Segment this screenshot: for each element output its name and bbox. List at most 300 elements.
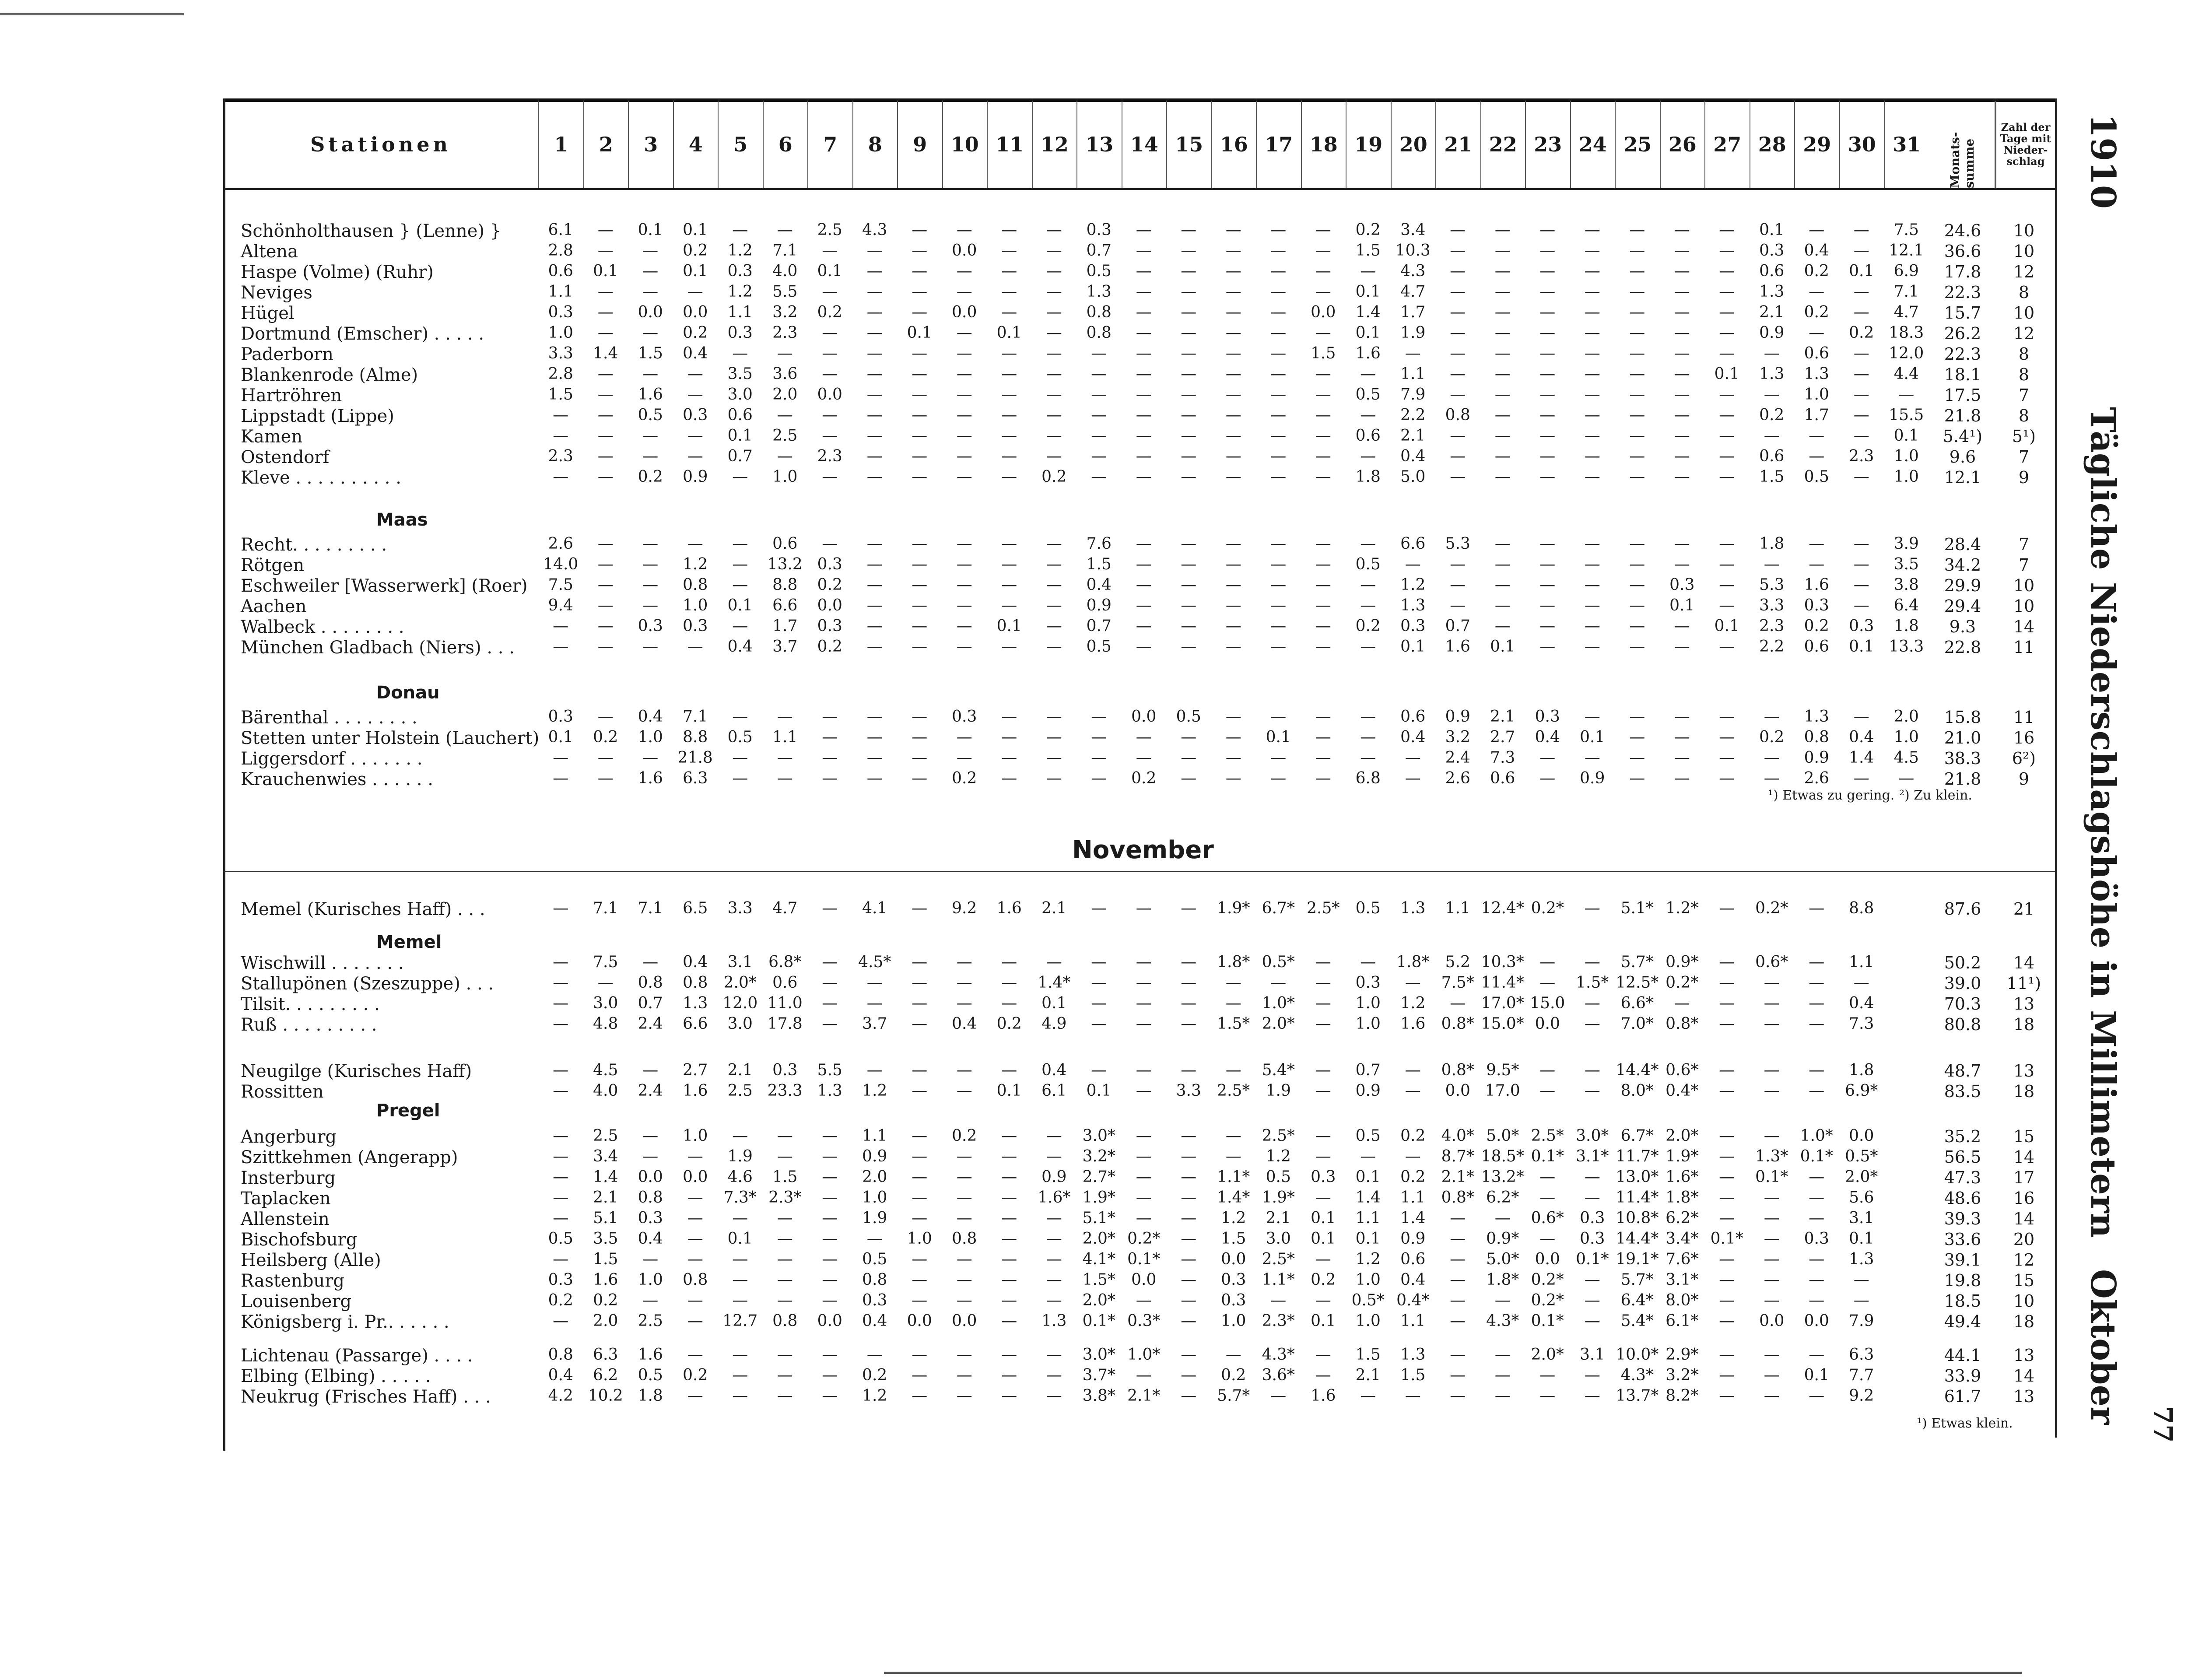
day-value: 1.1* bbox=[1262, 1271, 1295, 1289]
day-value: — bbox=[956, 1209, 972, 1227]
table-row bbox=[223, 468, 2055, 487]
day-value: — bbox=[777, 1230, 793, 1248]
day-value: 1.3 bbox=[1400, 1346, 1426, 1364]
day-value: — bbox=[1136, 617, 1152, 635]
day-value: — bbox=[1809, 1387, 1825, 1405]
day-value: — bbox=[777, 749, 793, 767]
day-value: 6.1 bbox=[548, 221, 573, 239]
day-value: 7.0* bbox=[1620, 1015, 1654, 1033]
day-value: — bbox=[1584, 1387, 1600, 1405]
day-value: 1.0 bbox=[772, 468, 798, 486]
niederschlag-tage: 21 bbox=[2013, 899, 2035, 919]
station-name: Bischofsburg bbox=[241, 1230, 358, 1250]
day-value: 0.8 bbox=[1086, 303, 1112, 321]
day-value: — bbox=[1360, 1387, 1376, 1405]
monats-summe: 56.5 bbox=[1944, 1147, 1981, 1167]
day-value: — bbox=[822, 324, 838, 342]
day-value: — bbox=[1764, 1209, 1780, 1227]
day-value: — bbox=[1494, 468, 1511, 486]
day-value: — bbox=[866, 769, 883, 787]
day-value: — bbox=[822, 406, 838, 424]
day-value: — bbox=[1046, 344, 1062, 362]
day-value: 2.4 bbox=[638, 1015, 663, 1033]
day-value: — bbox=[1181, 1209, 1197, 1227]
day-value: — bbox=[1046, 617, 1062, 635]
day-value: — bbox=[642, 1061, 659, 1079]
day-value: 1.0 bbox=[1893, 728, 1919, 746]
day-value: — bbox=[866, 708, 883, 726]
day-value: — bbox=[1719, 1015, 1735, 1033]
day-value: — bbox=[1450, 242, 1466, 260]
day-value: — bbox=[912, 365, 928, 383]
day-value: — bbox=[777, 406, 793, 424]
niederschlag-tage: 13 bbox=[2013, 1346, 2035, 1365]
day-value: 0.2 bbox=[638, 468, 663, 486]
day-value: — bbox=[1450, 468, 1466, 486]
day-value: — bbox=[956, 1147, 972, 1165]
table-row bbox=[223, 1147, 2055, 1167]
day-value: — bbox=[866, 283, 883, 301]
day-value: — bbox=[1719, 769, 1735, 787]
day-value: — bbox=[912, 1291, 928, 1309]
day-value: 5.4* bbox=[1262, 1061, 1295, 1079]
day-value: — bbox=[1853, 708, 1869, 726]
table-row bbox=[223, 1189, 2055, 1208]
day-value: — bbox=[1853, 386, 1869, 403]
day-value: 2.5 bbox=[817, 221, 842, 239]
day-value: 0.8 bbox=[638, 974, 663, 992]
header-day-26: 26 bbox=[1660, 101, 1705, 188]
day-value: — bbox=[1719, 468, 1735, 486]
day-value: — bbox=[1315, 535, 1331, 553]
day-value: — bbox=[912, 242, 928, 260]
station-name: Insterburg bbox=[241, 1168, 336, 1188]
day-value: — bbox=[1136, 994, 1152, 1012]
day-value: — bbox=[1584, 447, 1600, 465]
table-row bbox=[223, 974, 2055, 993]
day-value: 2.1 bbox=[727, 1061, 753, 1079]
day-value: 6.7* bbox=[1262, 899, 1295, 917]
day-value: 0.1 bbox=[1311, 1230, 1336, 1248]
day-value: 0.9* bbox=[1666, 953, 1699, 971]
day-value: — bbox=[777, 221, 793, 239]
day-value: — bbox=[912, 344, 928, 362]
table-row bbox=[223, 1250, 2055, 1270]
day-value: 2.1 bbox=[1266, 1209, 1291, 1227]
day-value: — bbox=[1136, 749, 1152, 767]
day-value: 1.0 bbox=[1893, 468, 1919, 486]
day-value: 2.0* bbox=[1531, 1346, 1564, 1364]
day-value: 1.6 bbox=[683, 1082, 708, 1100]
day-value: 1.2* bbox=[1666, 899, 1699, 917]
day-value: — bbox=[1450, 221, 1466, 239]
day-value: — bbox=[1225, 994, 1241, 1012]
day-value: — bbox=[1315, 427, 1331, 445]
day-value: — bbox=[1046, 303, 1062, 321]
day-value: 1.0 bbox=[1221, 1312, 1246, 1330]
station-name: Wischwill . . . . . . . bbox=[241, 953, 404, 973]
day-value: — bbox=[1315, 406, 1331, 424]
day-value: — bbox=[1450, 344, 1466, 362]
day-value: — bbox=[1674, 242, 1690, 260]
day-value: — bbox=[553, 1127, 569, 1145]
day-value: — bbox=[1584, 283, 1600, 301]
day-value: — bbox=[866, 638, 883, 656]
day-value: 3.3 bbox=[1176, 1082, 1201, 1100]
day-value: — bbox=[777, 1387, 793, 1405]
station-name: Königsberg i. Pr.. . . . . . bbox=[241, 1312, 449, 1332]
day-value: — bbox=[912, 1346, 928, 1364]
day-value: — bbox=[1450, 303, 1466, 321]
day-value: 0.1 bbox=[1804, 1366, 1829, 1384]
day-value: 1.9* bbox=[1262, 1189, 1295, 1207]
day-value: — bbox=[1539, 596, 1556, 614]
day-value: 3.0* bbox=[1576, 1127, 1609, 1145]
day-value: — bbox=[642, 365, 659, 383]
day-value: 3.6 bbox=[772, 365, 798, 383]
header-day-21: 21 bbox=[1435, 101, 1480, 188]
day-value: 0.4 bbox=[1849, 728, 1874, 746]
day-value: — bbox=[822, 769, 838, 787]
day-value: 0.6 bbox=[1759, 262, 1785, 280]
day-value: — bbox=[1360, 365, 1376, 383]
day-value: 0.3 bbox=[683, 617, 708, 635]
niederschlag-tage: 18 bbox=[2013, 1015, 2035, 1034]
day-value: 1.0 bbox=[1355, 994, 1381, 1012]
day-value: — bbox=[956, 447, 972, 465]
day-value: — bbox=[1270, 535, 1287, 553]
day-value: — bbox=[1898, 769, 1914, 787]
station-name: Taplacken bbox=[241, 1189, 331, 1209]
day-value: — bbox=[1315, 617, 1331, 635]
day-value: 2.3 bbox=[1759, 617, 1785, 635]
day-value: — bbox=[1719, 994, 1735, 1012]
table-row bbox=[223, 749, 2055, 768]
day-value: — bbox=[1136, 1147, 1152, 1165]
day-value: — bbox=[1270, 344, 1287, 362]
day-value: — bbox=[1315, 749, 1331, 767]
day-value: 0.8 bbox=[1445, 406, 1470, 424]
day-value: 2.8 bbox=[548, 242, 573, 260]
day-value: — bbox=[1270, 596, 1287, 614]
day-value: 0.2 bbox=[548, 1291, 573, 1309]
day-value: — bbox=[687, 1312, 703, 1330]
day-value: — bbox=[822, 468, 838, 486]
day-value: — bbox=[1719, 1209, 1735, 1227]
monats-summe: 38.3 bbox=[1944, 749, 1981, 768]
day-value: 0.4* bbox=[1666, 1082, 1699, 1100]
day-value: — bbox=[1091, 769, 1107, 787]
day-value: 5.1* bbox=[1620, 899, 1654, 917]
day-value: — bbox=[1181, 1312, 1197, 1330]
day-value: 10.3* bbox=[1481, 953, 1524, 971]
day-value: — bbox=[1091, 468, 1107, 486]
day-value: 0.4 bbox=[1535, 728, 1560, 746]
day-value: 5.5 bbox=[772, 283, 798, 301]
day-value: 0.7 bbox=[1355, 1061, 1381, 1079]
station-name: Memel (Kurisches Haff) . . . bbox=[241, 899, 485, 919]
day-value: — bbox=[1181, 728, 1197, 746]
day-value: — bbox=[1853, 283, 1869, 301]
day-value: 3.1 bbox=[1580, 1346, 1605, 1364]
day-value: 0.2 bbox=[1355, 617, 1381, 635]
table-row bbox=[223, 596, 2055, 616]
day-value: 1.5* bbox=[1217, 1015, 1250, 1033]
day-value: 1.0 bbox=[1355, 1015, 1381, 1033]
day-value: 0.6 bbox=[1490, 769, 1515, 787]
day-value: — bbox=[1719, 262, 1735, 280]
day-value: — bbox=[1225, 365, 1241, 383]
day-value: — bbox=[1450, 596, 1466, 614]
day-value: — bbox=[1764, 1366, 1780, 1384]
day-value: — bbox=[553, 1189, 569, 1207]
day-value: 1.6 bbox=[1445, 638, 1470, 656]
day-value: 0.0 bbox=[817, 596, 842, 614]
day-value: — bbox=[956, 365, 972, 383]
day-value: — bbox=[642, 953, 659, 971]
day-value: — bbox=[1853, 303, 1869, 321]
day-value: — bbox=[553, 994, 569, 1012]
day-value: 0.9 bbox=[1759, 324, 1785, 342]
day-value: — bbox=[1181, 242, 1197, 260]
day-value: 0.0 bbox=[683, 303, 708, 321]
day-value: — bbox=[1091, 447, 1107, 465]
day-value: 1.5 bbox=[548, 386, 573, 403]
day-value: — bbox=[1270, 708, 1287, 726]
day-value: 2.3 bbox=[817, 447, 842, 465]
day-value: — bbox=[1046, 749, 1062, 767]
day-value: — bbox=[1539, 386, 1556, 403]
day-value: 0.5 bbox=[1266, 1168, 1291, 1186]
day-value: — bbox=[1584, 468, 1600, 486]
day-value: 12.5* bbox=[1616, 974, 1659, 992]
table-row bbox=[223, 406, 2055, 425]
day-value: 1.8 bbox=[1893, 617, 1919, 635]
day-value: — bbox=[553, 427, 569, 445]
table-row bbox=[223, 1387, 2055, 1406]
day-value: — bbox=[822, 994, 838, 1012]
day-value: — bbox=[1450, 576, 1466, 594]
day-value: — bbox=[1001, 468, 1017, 486]
day-value: — bbox=[777, 1127, 793, 1145]
day-value: 3.5 bbox=[727, 365, 753, 383]
day-value: 3.5 bbox=[1893, 555, 1919, 573]
day-value: — bbox=[597, 406, 614, 424]
table-row bbox=[223, 1346, 2055, 1365]
day-value: 0.2 bbox=[1759, 406, 1785, 424]
day-value: 2.1 bbox=[1759, 303, 1785, 321]
day-value: — bbox=[1629, 708, 1645, 726]
day-value: — bbox=[1719, 324, 1735, 342]
day-value: 1.6 bbox=[1311, 1387, 1336, 1405]
day-value: 4.5* bbox=[858, 953, 891, 971]
day-value: — bbox=[1181, 769, 1197, 787]
day-value: — bbox=[1494, 1209, 1511, 1227]
day-value: — bbox=[912, 1366, 928, 1384]
day-value: — bbox=[1450, 555, 1466, 573]
day-value: 6.6 bbox=[1400, 535, 1426, 553]
header-monats-summe: Monats-summe bbox=[1930, 101, 1995, 188]
day-value: — bbox=[1001, 555, 1017, 573]
day-value: 2.5* bbox=[1307, 899, 1340, 917]
day-value: — bbox=[1046, 1387, 1062, 1405]
day-value: 0.8* bbox=[1441, 1015, 1474, 1033]
monats-summe: 36.6 bbox=[1944, 242, 1981, 261]
station-name: Liggersdorf . . . . . . . bbox=[241, 749, 423, 769]
monats-summe: 21.0 bbox=[1944, 728, 1981, 747]
day-value: — bbox=[1450, 1271, 1466, 1289]
day-value: — bbox=[1091, 974, 1107, 992]
header-day-30: 30 bbox=[1839, 101, 1884, 188]
day-value: — bbox=[553, 953, 569, 971]
station-name: Eschweiler [Wasserwerk] (Roer) bbox=[241, 576, 528, 596]
day-value: 0.4 bbox=[1804, 242, 1829, 260]
day-value: — bbox=[642, 447, 659, 465]
day-value: — bbox=[642, 1127, 659, 1145]
day-value: 0.0 bbox=[907, 1312, 932, 1330]
day-value: 23.3 bbox=[767, 1082, 803, 1100]
day-value: 2.3 bbox=[772, 324, 798, 342]
day-value: 12.0 bbox=[1889, 344, 1924, 362]
day-value: 0.1 bbox=[727, 427, 753, 445]
day-value: 0.1 bbox=[1311, 1312, 1336, 1330]
day-value: 1.6* bbox=[1666, 1168, 1699, 1186]
day-value: — bbox=[1360, 749, 1376, 767]
day-value: — bbox=[912, 555, 928, 573]
day-value: — bbox=[1674, 728, 1690, 746]
table-row bbox=[223, 994, 2055, 1014]
day-value: — bbox=[1494, 535, 1511, 553]
day-value: — bbox=[1539, 406, 1556, 424]
day-value: 1.5 bbox=[1355, 1346, 1381, 1364]
station-name: Krauchenwies . . . . . . bbox=[241, 769, 434, 789]
day-value: — bbox=[822, 283, 838, 301]
day-value: 1.8 bbox=[1355, 468, 1381, 486]
day-value: 3.2* bbox=[1082, 1147, 1115, 1165]
day-value: — bbox=[1764, 427, 1780, 445]
table-header bbox=[223, 101, 2055, 190]
day-value: — bbox=[1764, 344, 1780, 362]
day-value: 1.3 bbox=[1400, 596, 1426, 614]
day-value: — bbox=[956, 1271, 972, 1289]
day-value: 1.5 bbox=[1400, 1366, 1426, 1384]
day-value: — bbox=[1046, 427, 1062, 445]
day-value: — bbox=[1181, 1271, 1197, 1289]
day-value: 0.0 bbox=[1804, 1312, 1829, 1330]
header-day-19: 19 bbox=[1346, 101, 1391, 188]
day-value: 4.0 bbox=[593, 1082, 618, 1100]
day-value: 1.8* bbox=[1396, 953, 1430, 971]
day-value: — bbox=[1719, 1082, 1735, 1100]
day-value: — bbox=[597, 221, 614, 239]
day-value: 7.3 bbox=[1849, 1015, 1874, 1033]
day-value: — bbox=[956, 344, 972, 362]
day-value: 6.1* bbox=[1666, 1312, 1699, 1330]
day-value: — bbox=[1539, 468, 1556, 486]
day-value: — bbox=[912, 406, 928, 424]
day-value: 0.1 bbox=[683, 262, 708, 280]
table-row bbox=[223, 344, 2055, 364]
day-value: — bbox=[822, 1209, 838, 1227]
day-value: 0.6 bbox=[727, 406, 753, 424]
day-value: 4.5 bbox=[1893, 749, 1919, 767]
day-value: — bbox=[1405, 344, 1421, 362]
day-value: — bbox=[777, 1209, 793, 1227]
day-value: — bbox=[597, 708, 614, 726]
day-value: — bbox=[1809, 1082, 1825, 1100]
day-value: 2.0* bbox=[1082, 1230, 1115, 1248]
niederschlag-tage: 9 bbox=[2018, 468, 2030, 487]
day-value: — bbox=[1584, 899, 1600, 917]
day-value: — bbox=[1584, 1291, 1600, 1309]
station-name: Rossitten bbox=[241, 1082, 324, 1102]
day-value: 0.1* bbox=[1082, 1312, 1115, 1330]
day-value: — bbox=[1181, 344, 1197, 362]
day-value: — bbox=[1315, 1147, 1331, 1165]
table-row bbox=[223, 617, 2055, 636]
day-value: — bbox=[1674, 303, 1690, 321]
day-value: — bbox=[1764, 1271, 1780, 1289]
day-value: 1.9 bbox=[862, 1209, 887, 1227]
day-value: 1.2 bbox=[727, 242, 753, 260]
scan-edge-mark-bottom bbox=[884, 1672, 2022, 1674]
table-row bbox=[223, 1271, 2055, 1290]
day-value: 0.8 bbox=[952, 1230, 977, 1248]
day-value: 0.5 bbox=[548, 1230, 573, 1248]
day-value: — bbox=[1674, 386, 1690, 403]
station-name: Neugilge (Kurisches Haff) bbox=[241, 1061, 472, 1081]
day-value: 2.0 bbox=[862, 1168, 887, 1186]
day-value: — bbox=[1719, 221, 1735, 239]
station-name: Bärenthal . . . . . . . . bbox=[241, 708, 417, 728]
day-value: 1.0 bbox=[1355, 1312, 1381, 1330]
day-value: 13.2* bbox=[1481, 1168, 1524, 1186]
day-value: 1.0* bbox=[1262, 994, 1295, 1012]
day-value: — bbox=[1584, 221, 1600, 239]
day-value: — bbox=[1001, 1189, 1017, 1207]
day-value: — bbox=[1719, 728, 1735, 746]
day-value: 3.7 bbox=[772, 638, 798, 656]
niederschlag-tage: 7 bbox=[2018, 555, 2030, 575]
day-value: — bbox=[822, 1230, 838, 1248]
day-value: 0.5 bbox=[1804, 468, 1829, 486]
day-value: 5.1 bbox=[593, 1209, 618, 1227]
table-row bbox=[223, 1168, 2055, 1187]
day-value: — bbox=[866, 1061, 883, 1079]
day-value: — bbox=[1181, 262, 1197, 280]
day-value: 0.5 bbox=[862, 1250, 887, 1268]
day-value: 0.1 bbox=[1759, 221, 1785, 239]
day-value: — bbox=[1539, 617, 1556, 635]
day-value: — bbox=[1091, 386, 1107, 403]
day-value: 0.0 bbox=[1221, 1250, 1246, 1268]
day-value: 0.6 bbox=[1355, 427, 1381, 445]
day-value: 3.1* bbox=[1576, 1147, 1609, 1165]
station-name: Ostendorf bbox=[241, 447, 330, 467]
header-day-6: 6 bbox=[763, 101, 808, 188]
table-row bbox=[223, 638, 2055, 657]
day-value: 8.2* bbox=[1666, 1387, 1699, 1405]
station-name: Louisenberg bbox=[241, 1291, 352, 1312]
monats-summe: 29.4 bbox=[1944, 596, 1981, 616]
day-value: — bbox=[956, 406, 972, 424]
day-value: 1.3 bbox=[1804, 365, 1829, 383]
day-value: 13.2 bbox=[767, 555, 803, 573]
day-value: — bbox=[912, 1127, 928, 1145]
day-value: 0.1 bbox=[683, 221, 708, 239]
day-value: — bbox=[1539, 365, 1556, 383]
day-value: — bbox=[1001, 365, 1017, 383]
